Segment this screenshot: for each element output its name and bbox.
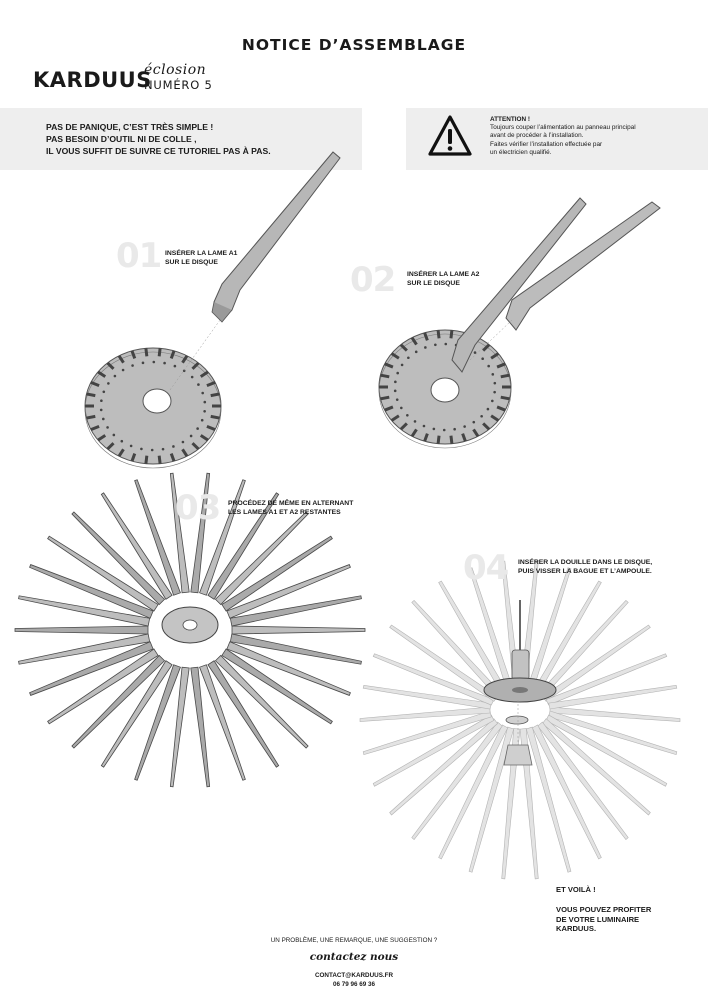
collection-number: NUMÉRO 5 [144,78,213,92]
step-instruction-1 [165,249,237,267]
blade [230,596,361,626]
disc-hole [414,420,417,423]
blade [222,536,333,611]
disc-hole [487,408,490,411]
blade [19,596,150,626]
disc-hole [197,383,200,386]
disc-hole [396,398,399,401]
disc-hole [394,390,397,393]
disc-hole [394,381,397,384]
ending-title: ET VOILÀ ! [556,885,596,894]
blade [232,626,365,634]
step-number-1: 01 [116,236,162,276]
disc-hole [151,449,154,452]
footer-contact-label: contactez nous [309,951,399,963]
disc-hole [401,364,404,367]
step2-disc [379,330,511,448]
disc-slot [438,436,439,444]
disc-hole [140,448,143,451]
disc-slot [451,436,452,444]
disc-slot [211,394,220,396]
step-line: PROCÉDEZ DE MÊME EN ALTERNANT [228,500,354,507]
disc-hole [182,441,185,444]
disc-hole [406,414,409,417]
disc-slot [380,397,389,399]
disc-hole [191,376,194,379]
center-hole [183,620,197,630]
disc-slot [159,348,160,356]
step1-blade [170,152,340,390]
blade [15,626,148,634]
warning-line: un électricien qualifié. [490,148,552,156]
disc-hole [203,410,206,413]
disc-slot [438,330,439,338]
disc-hole [107,382,110,385]
collection-name: éclosion [144,62,207,78]
footer-email[interactable]: CONTACT@KARDUUS.FR [314,972,394,979]
ending-line: KARDUUS. [556,924,597,934]
disc-hole [142,362,145,365]
disc-hole [472,421,475,424]
disc-hole [130,445,133,448]
disc-hole [100,399,103,402]
disc-hole [407,356,410,359]
step-number-2: 02 [350,260,396,300]
disc-hole [174,365,177,368]
brand-logo: KARDUUS [33,68,152,92]
page-title: NOTICE D’ASSEMBLAGE [241,36,467,54]
disc-hole [481,357,484,360]
disc-slot [501,375,510,377]
warning-line: Faites vérifier l’installation effectuée par [490,140,603,148]
disc-hole [122,369,125,372]
disc-hole [131,364,134,367]
disc-hole [106,426,109,429]
footer-phone[interactable]: 06 79 96 69 36 [332,981,376,988]
disc-hole [494,382,497,385]
disc-hole [201,419,204,422]
disc-hole [201,392,204,395]
disc-hole [100,409,103,412]
disc-hole [491,373,494,376]
step-line: INSÉRER LA LAME A1 [165,250,238,257]
disc-hole [152,361,155,364]
blade [222,649,333,724]
step-line: LES LAMES A1 ET A2 RESTANTES [228,509,341,516]
disc-hole [434,344,437,347]
step-line: SUR LE DISQUE [165,259,218,266]
step1-disc [85,348,221,468]
disc-hole [453,428,456,431]
step-line: PUIS VISSER LA BAGUE ET L’AMPOULE. [518,568,652,575]
step-number-3: 03 [175,488,221,528]
ending-line: DE VOTRE LUMINAIRE [556,914,640,924]
disc-hole [396,372,399,375]
disc-hole [424,346,427,349]
disc-hole [423,425,426,428]
blade [230,634,361,664]
disc-hole [444,343,447,346]
disc-slot [451,330,452,338]
disc-hole [162,448,165,451]
intro-line: PAS BESOIN D’OUTIL NI DE COLLE , [46,134,197,144]
disc-hole [172,445,175,448]
disc-hole [400,407,403,410]
disc-slot [501,397,510,399]
disc-hole [102,418,105,421]
step-line: INSÉRER LA LAME A2 [407,271,480,278]
ending-text [556,905,651,934]
disc-slot [86,416,95,418]
disc-hole [203,401,206,404]
footer-question: UN PROBLÈME, UNE REMARQUE, UNE SUGGESTION ? [270,937,438,944]
disc-hole [120,440,123,443]
step-line: SUR LE DISQUE [407,280,460,287]
warning-line: avant de procéder à l’installation. [490,132,584,140]
step-instruction-2 [407,270,479,288]
blade [48,649,159,724]
step-instruction-4 [518,558,652,576]
warning-title: ATTENTION ! [490,116,530,123]
blade [48,536,159,611]
disc-slot [86,394,95,396]
disc-hole [102,390,105,393]
intro-line: IL VOUS SUFFIT DE SUIVRE CE TUTORIEL PAS À PAS. [46,146,271,156]
step-line: INSÉRER LA DOUILLE DANS LE DISQUE, [518,559,653,566]
disc-slot [380,375,389,377]
disc-slot [146,456,147,464]
disc-hole [163,362,166,365]
disc-slot [211,416,220,418]
disc-hole [196,427,199,430]
disc-hole [487,365,490,368]
intro-line: PAS DE PANIQUE, C’EST TRÈS SIMPLE ! [46,122,214,132]
disc-hole [443,429,446,432]
disc-slot [146,348,147,356]
disc-hole [114,375,117,378]
disc-hole [113,434,116,437]
ending-line: VOUS POUVEZ PROFITER [556,905,652,914]
step-number-4: 04 [463,548,509,588]
disc-hole [491,400,494,403]
disc-hole [463,425,466,428]
disc-hole [480,415,483,418]
disc-hole [493,391,496,394]
disc-slot [159,456,160,464]
step-instruction-3 [228,499,353,517]
disc-hole [190,435,193,438]
blade [19,634,150,664]
disc-hole [433,428,436,431]
disc-hole [415,351,418,354]
disc-hole [474,351,477,354]
warning-line: Toujours couper l’alimentation au panneau principal [490,124,636,132]
